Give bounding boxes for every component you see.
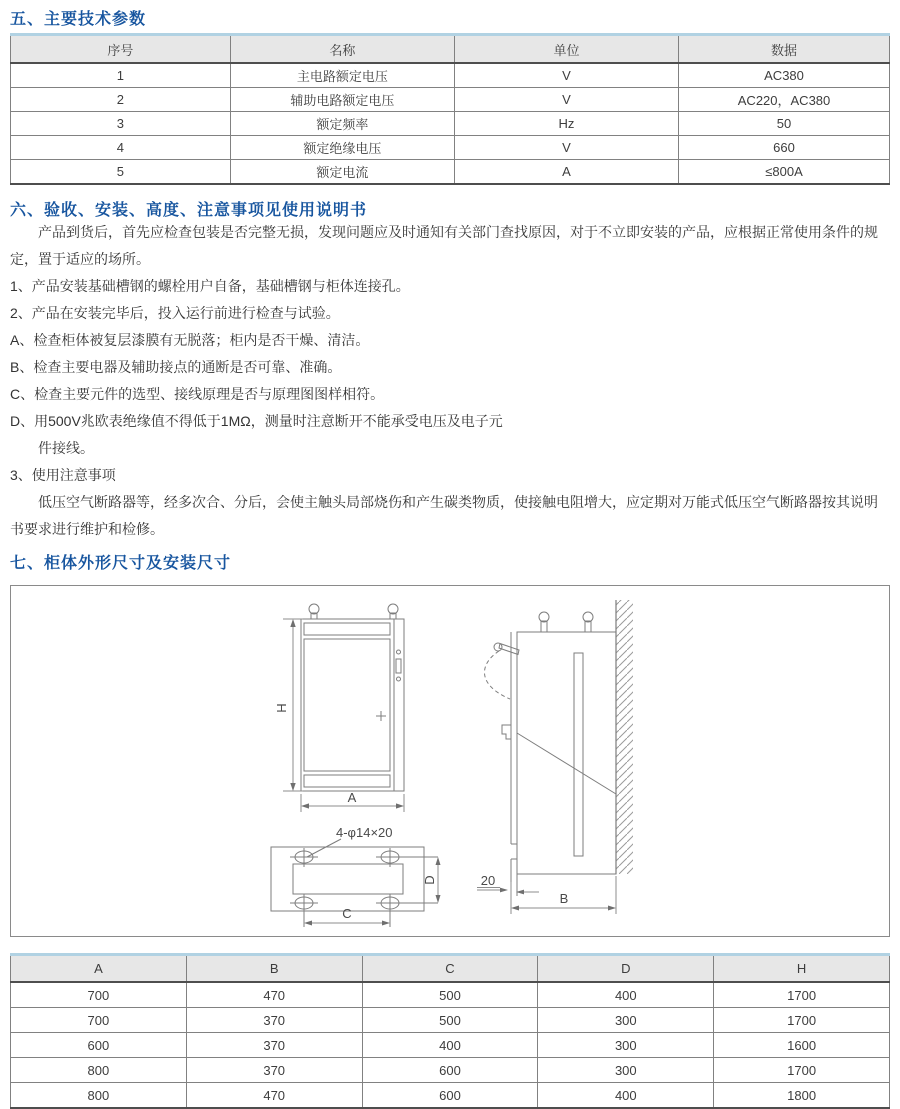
cell: 1700 xyxy=(714,1058,890,1083)
dim-label-D: D xyxy=(422,875,437,885)
cell: 470 xyxy=(186,982,362,1008)
cell-name: 额定绝缘电压 xyxy=(230,136,454,160)
section-6-body xyxy=(10,219,894,543)
table-row xyxy=(11,1033,890,1058)
table-row xyxy=(11,88,890,112)
table-row xyxy=(11,1058,890,1083)
cell: 300 xyxy=(538,1058,714,1083)
cell: 1700 xyxy=(714,1008,890,1033)
cell: 300 xyxy=(538,1033,714,1058)
side-view xyxy=(477,600,633,914)
cell: 400 xyxy=(538,982,714,1008)
dims-col-D: D xyxy=(538,955,714,983)
dim-label-B: B xyxy=(559,891,569,906)
dims-col-A: A xyxy=(11,955,187,983)
cell-unit: V xyxy=(454,63,678,88)
dim-label-C: C xyxy=(342,906,352,921)
cell-index: 4 xyxy=(11,136,231,160)
section-5-title: 五、主要技术参数 xyxy=(10,11,147,28)
cell-data: 50 xyxy=(679,112,890,136)
dim-label-20: 20 xyxy=(480,873,496,888)
cell-index: 1 xyxy=(11,63,231,88)
cell-unit: V xyxy=(454,88,678,112)
body-line: 1、产品安装基础槽钢的螺栓用户自备，基础槽钢与柜体连接孔。 xyxy=(10,278,410,294)
cell: 370 xyxy=(186,1058,362,1083)
body-line: 书要求进行维护和检修。 xyxy=(10,521,164,537)
wall-hatching xyxy=(616,600,633,874)
dimensions-table xyxy=(10,953,890,1109)
cell: 1600 xyxy=(714,1033,890,1058)
body-line: B、检查主要电器及辅助接点的通断是否可靠、准确。 xyxy=(10,359,342,375)
cell: 400 xyxy=(538,1083,714,1109)
params-table xyxy=(10,33,890,185)
cell-unit: A xyxy=(454,160,678,185)
section-6-title: 六、验收、安装、高度、注意事项见使用说明书 xyxy=(10,202,368,219)
dim-label-A: A xyxy=(347,790,357,805)
params-col-data: 数据 xyxy=(679,35,890,64)
cell-unit: V xyxy=(454,136,678,160)
cell-name: 辅助电路额定电压 xyxy=(230,88,454,112)
cell: 400 xyxy=(362,1033,538,1058)
cell: 800 xyxy=(11,1083,187,1109)
table-row xyxy=(11,1083,890,1109)
cell-data: ≤800A xyxy=(679,160,890,185)
cell: 600 xyxy=(11,1033,187,1058)
body-line: 2、产品在安装完毕后，投入运行前进行检查与试验。 xyxy=(10,305,340,321)
body-line: 产品到货后，首先应检查包装是否完整无损，发现问题应及时通知有关部门查找原因，对于不立即安装的产品，应根据正常使用条件的规 xyxy=(38,224,878,240)
section-7-title: 七、柜体外形尺寸及安装尺寸 xyxy=(10,555,232,572)
cell: 500 xyxy=(362,982,538,1008)
params-col-index: 序号 xyxy=(11,35,231,64)
cell-data: AC380 xyxy=(679,63,890,88)
cell: 500 xyxy=(362,1008,538,1033)
cell-index: 5 xyxy=(11,160,231,185)
table-row xyxy=(11,1008,890,1033)
cell: 370 xyxy=(186,1008,362,1033)
body-line: C、检查主要元件的选型、接线原理是否与原理图图样相符。 xyxy=(10,386,385,402)
dims-col-B: B xyxy=(186,955,362,983)
body-line: 件接线。 xyxy=(38,440,94,456)
cell-data: 660 xyxy=(679,136,890,160)
cell: 370 xyxy=(186,1033,362,1058)
cabinet-dimension-drawing xyxy=(10,585,890,937)
cell-name: 额定频率 xyxy=(230,112,454,136)
bolt-holes-label: 4-φ14×20 xyxy=(336,825,393,840)
table-row xyxy=(11,112,890,136)
table-row xyxy=(11,160,890,185)
dims-table-header-row xyxy=(11,955,890,983)
cell: 470 xyxy=(186,1083,362,1109)
body-line: 3、使用注意事项 xyxy=(10,467,116,483)
cell-data: AC220，AC380 xyxy=(679,88,890,112)
params-table-header-row xyxy=(11,35,890,64)
cell-name: 额定电流 xyxy=(230,160,454,185)
cell: 700 xyxy=(11,982,187,1008)
dim-label-H: H xyxy=(274,703,289,713)
table-row xyxy=(11,136,890,160)
body-line: 低压空气断路器等，经多次合、分后，会使主触头局部烧伤和产生碳类物质，使接触电阻增大，应定期对万能式低压空气断路器按其说明 xyxy=(38,494,878,510)
table-row xyxy=(11,982,890,1008)
dims-col-C: C xyxy=(362,955,538,983)
body-line: D、用500V兆欧表绝缘值不得低于1MΩ，测量时注意断开不能承受电压及电子元 xyxy=(10,413,503,429)
table-row xyxy=(11,63,890,88)
cell: 700 xyxy=(11,1008,187,1033)
cell: 800 xyxy=(11,1058,187,1083)
params-col-name: 名称 xyxy=(230,35,454,64)
body-line: A、检查柜体被复层漆膜有无脱落；柜内是否干燥、清洁。 xyxy=(10,332,370,348)
cell: 600 xyxy=(362,1058,538,1083)
cell-unit: Hz xyxy=(454,112,678,136)
cabinet-drawing-svg xyxy=(11,586,889,936)
cell: 600 xyxy=(362,1083,538,1109)
cell: 1700 xyxy=(714,982,890,1008)
cell: 1800 xyxy=(714,1083,890,1109)
cell: 300 xyxy=(538,1008,714,1033)
cell-index: 2 xyxy=(11,88,231,112)
mounting-plan-view xyxy=(271,825,441,927)
cell-name: 主电路额定电压 xyxy=(230,63,454,88)
door-swing-arc xyxy=(484,651,510,699)
dims-col-H: H xyxy=(714,955,890,983)
front-view xyxy=(274,604,404,812)
body-line: 定，置于适应的场所。 xyxy=(10,251,150,267)
cell-index: 3 xyxy=(11,112,231,136)
params-col-unit: 单位 xyxy=(454,35,678,64)
